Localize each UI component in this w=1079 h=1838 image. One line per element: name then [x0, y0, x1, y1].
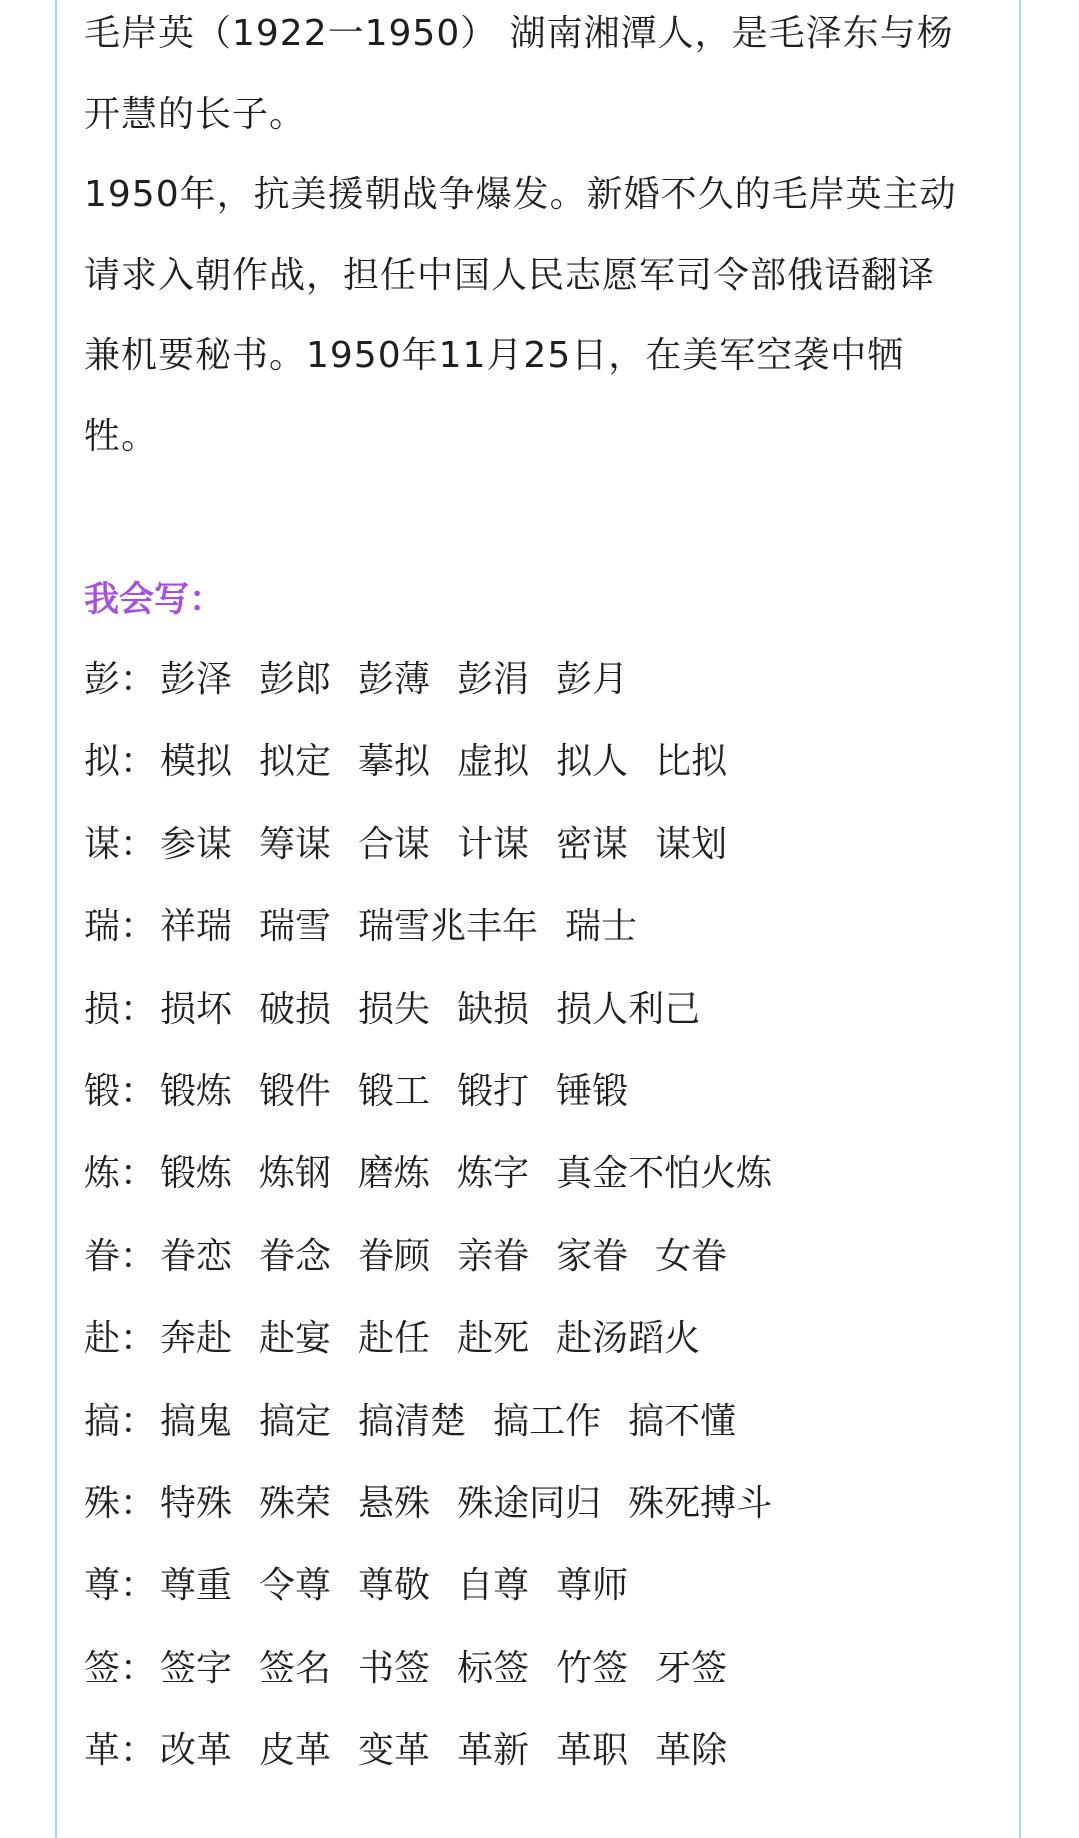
- vocab-separator: ：: [120, 1071, 157, 1112]
- vocab-word: 彭郎: [259, 659, 332, 700]
- vocab-word: 悬殊: [358, 1483, 431, 1524]
- bio-line: 开慧的长子。: [84, 94, 307, 135]
- vocab-word: 谋划: [655, 824, 728, 865]
- vocab-word: 筹谋: [259, 824, 332, 865]
- vocab-separator: ：: [120, 1318, 157, 1359]
- vocab-character: 瑞: [84, 906, 121, 947]
- bio-line: 牲。: [84, 416, 159, 457]
- vocab-word: 赴任: [358, 1318, 431, 1359]
- vocab-word: 奔赴: [160, 1318, 233, 1359]
- vocab-row: [84, 1649, 754, 1689]
- vocab-separator: ：: [120, 989, 157, 1030]
- vocab-character: 锻: [84, 1071, 121, 1112]
- vocab-word: 女眷: [655, 1236, 728, 1277]
- vocab-character: 签: [84, 1648, 121, 1689]
- vocab-word: 革职: [556, 1730, 629, 1771]
- vocab-word: 签字: [160, 1648, 233, 1689]
- vocab-row: [84, 1154, 799, 1194]
- vocab-word: 签名: [259, 1648, 332, 1689]
- vocab-character: 赴: [84, 1318, 121, 1359]
- vocab-word: 尊重: [160, 1565, 233, 1606]
- vocab-character: 炼: [84, 1153, 121, 1194]
- vocab-word: 家眷: [556, 1236, 629, 1277]
- vocab-row: [84, 1072, 655, 1112]
- vocab-word: 殊死搏斗: [628, 1483, 773, 1524]
- vocab-row: [84, 825, 754, 865]
- vocab-word: 拟人: [556, 741, 629, 782]
- vocab-character: 殊: [84, 1483, 121, 1524]
- vocab-word: 彭泽: [160, 659, 233, 700]
- vocab-word: 眷顾: [358, 1236, 431, 1277]
- vocab-word: 瑞雪: [259, 906, 332, 947]
- vocab-word: 尊师: [556, 1565, 629, 1606]
- vocab-word: 令尊: [259, 1565, 332, 1606]
- vocab-word: 标签: [457, 1648, 530, 1689]
- vocab-word: 锻炼: [160, 1071, 233, 1112]
- vocab-separator: ：: [120, 824, 157, 865]
- vocab-word: 殊途同归: [457, 1483, 602, 1524]
- vocab-word: 模拟: [160, 741, 233, 782]
- vocab-word: 特殊: [160, 1483, 233, 1524]
- vocab-word: 皮革: [259, 1730, 332, 1771]
- vocab-row: [84, 660, 655, 700]
- vocab-character: 谋: [84, 824, 121, 865]
- vocab-separator: ：: [120, 1730, 157, 1771]
- vocab-row: [84, 1402, 763, 1442]
- vocab-separator: ：: [120, 1153, 157, 1194]
- vocab-word: 炼钢: [259, 1153, 332, 1194]
- vocab-row: [84, 742, 754, 782]
- vocab-row: [84, 1319, 727, 1359]
- vocab-character: 拟: [84, 741, 121, 782]
- vocab-word: 磨炼: [358, 1153, 431, 1194]
- vocab-word: 亲眷: [457, 1236, 530, 1277]
- vocab-word: 真金不怕火炼: [556, 1153, 773, 1194]
- vocab-word: 密谋: [556, 824, 629, 865]
- vocab-word: 瑞士: [565, 906, 638, 947]
- vocab-row: [84, 1484, 799, 1524]
- vocab-word: 眷念: [259, 1236, 332, 1277]
- vocab-word: 破损: [259, 989, 332, 1030]
- vocab-word: 竹签: [556, 1648, 629, 1689]
- vocab-word: 殊荣: [259, 1483, 332, 1524]
- vocab-word: 搞清楚: [358, 1401, 467, 1442]
- bio-line: 兼机要秘书。1950年11月25日，在美军空袭中牺: [84, 335, 905, 376]
- vocab-word: 计谋: [457, 824, 530, 865]
- vocab-separator: ：: [120, 906, 157, 947]
- vocab-word: 锻件: [259, 1071, 332, 1112]
- vocab-character: 尊: [84, 1565, 121, 1606]
- vocab-word: 眷恋: [160, 1236, 233, 1277]
- vocab-word: 革除: [655, 1730, 728, 1771]
- vocab-word: 虚拟: [457, 741, 530, 782]
- vocab-word: 尊敬: [358, 1565, 431, 1606]
- vocab-word: 瑞雪兆丰年: [358, 906, 539, 947]
- vocab-character: 损: [84, 989, 121, 1030]
- vocab-row: [84, 1237, 754, 1277]
- vocab-word: 搞鬼: [160, 1401, 233, 1442]
- vocab-word: 锻工: [358, 1071, 431, 1112]
- vocab-word: 祥瑞: [160, 906, 233, 947]
- vocab-word: 彭涓: [457, 659, 530, 700]
- vocab-word: 损坏: [160, 989, 233, 1030]
- vocab-word: 赴宴: [259, 1318, 332, 1359]
- vocab-character: 革: [84, 1730, 121, 1771]
- vocab-word: 书签: [358, 1648, 431, 1689]
- vocab-word: 自尊: [457, 1565, 530, 1606]
- vocab-word: 锤锻: [556, 1071, 629, 1112]
- bio-line: 1950年，抗美援朝战争爆发。新婚不久的毛岸英主动: [84, 174, 957, 215]
- vocab-separator: ：: [120, 1483, 157, 1524]
- vocab-word: 彭月: [556, 659, 629, 700]
- vocab-row: [84, 1731, 754, 1771]
- vocab-word: 赴死: [457, 1318, 530, 1359]
- vocab-character: 搞: [84, 1401, 121, 1442]
- vocab-character: 眷: [84, 1236, 121, 1277]
- vocab-word: 摹拟: [358, 741, 431, 782]
- vocab-word: 参谋: [160, 824, 233, 865]
- vocab-separator: ：: [120, 741, 157, 782]
- vocab-word: 牙签: [655, 1648, 728, 1689]
- vocab-word: 锻打: [457, 1071, 530, 1112]
- vocab-word: 损人利己: [556, 989, 701, 1030]
- vocab-word: 改革: [160, 1730, 233, 1771]
- vocab-row: [84, 907, 664, 947]
- vocab-separator: ：: [120, 1648, 157, 1689]
- vocab-word: 赴汤蹈火: [556, 1318, 701, 1359]
- vocab-word: 缺损: [457, 989, 530, 1030]
- vocab-word: 革新: [457, 1730, 530, 1771]
- vocab-word: 搞工作: [493, 1401, 602, 1442]
- vocab-word: 比拟: [655, 741, 728, 782]
- vocab-word: 彭薄: [358, 659, 431, 700]
- bio-line: 请求入朝作战，担任中国人民志愿军司令部俄语翻译: [84, 255, 936, 296]
- vocab-row: [84, 1566, 655, 1606]
- vocab-word: 锻炼: [160, 1153, 233, 1194]
- vocab-word: 拟定: [259, 741, 332, 782]
- vocab-character: 彭: [84, 659, 121, 700]
- vocab-separator: ：: [120, 1401, 157, 1442]
- section-title: 我会写：: [84, 580, 225, 620]
- vocab-word: 炼字: [457, 1153, 530, 1194]
- vocab-word: 损失: [358, 989, 431, 1030]
- vocab-separator: ：: [120, 1565, 157, 1606]
- vocab-separator: ：: [120, 1236, 157, 1277]
- vocab-word: 搞不懂: [628, 1401, 737, 1442]
- vocab-separator: ：: [120, 659, 157, 700]
- vocab-word: 变革: [358, 1730, 431, 1771]
- vocab-word: 合谋: [358, 824, 431, 865]
- bio-line: 毛岸英（1922一1950） 湖南湘潭人，是毛泽东与杨: [84, 13, 954, 54]
- vocab-row: [84, 990, 727, 1030]
- vocab-word: 搞定: [259, 1401, 332, 1442]
